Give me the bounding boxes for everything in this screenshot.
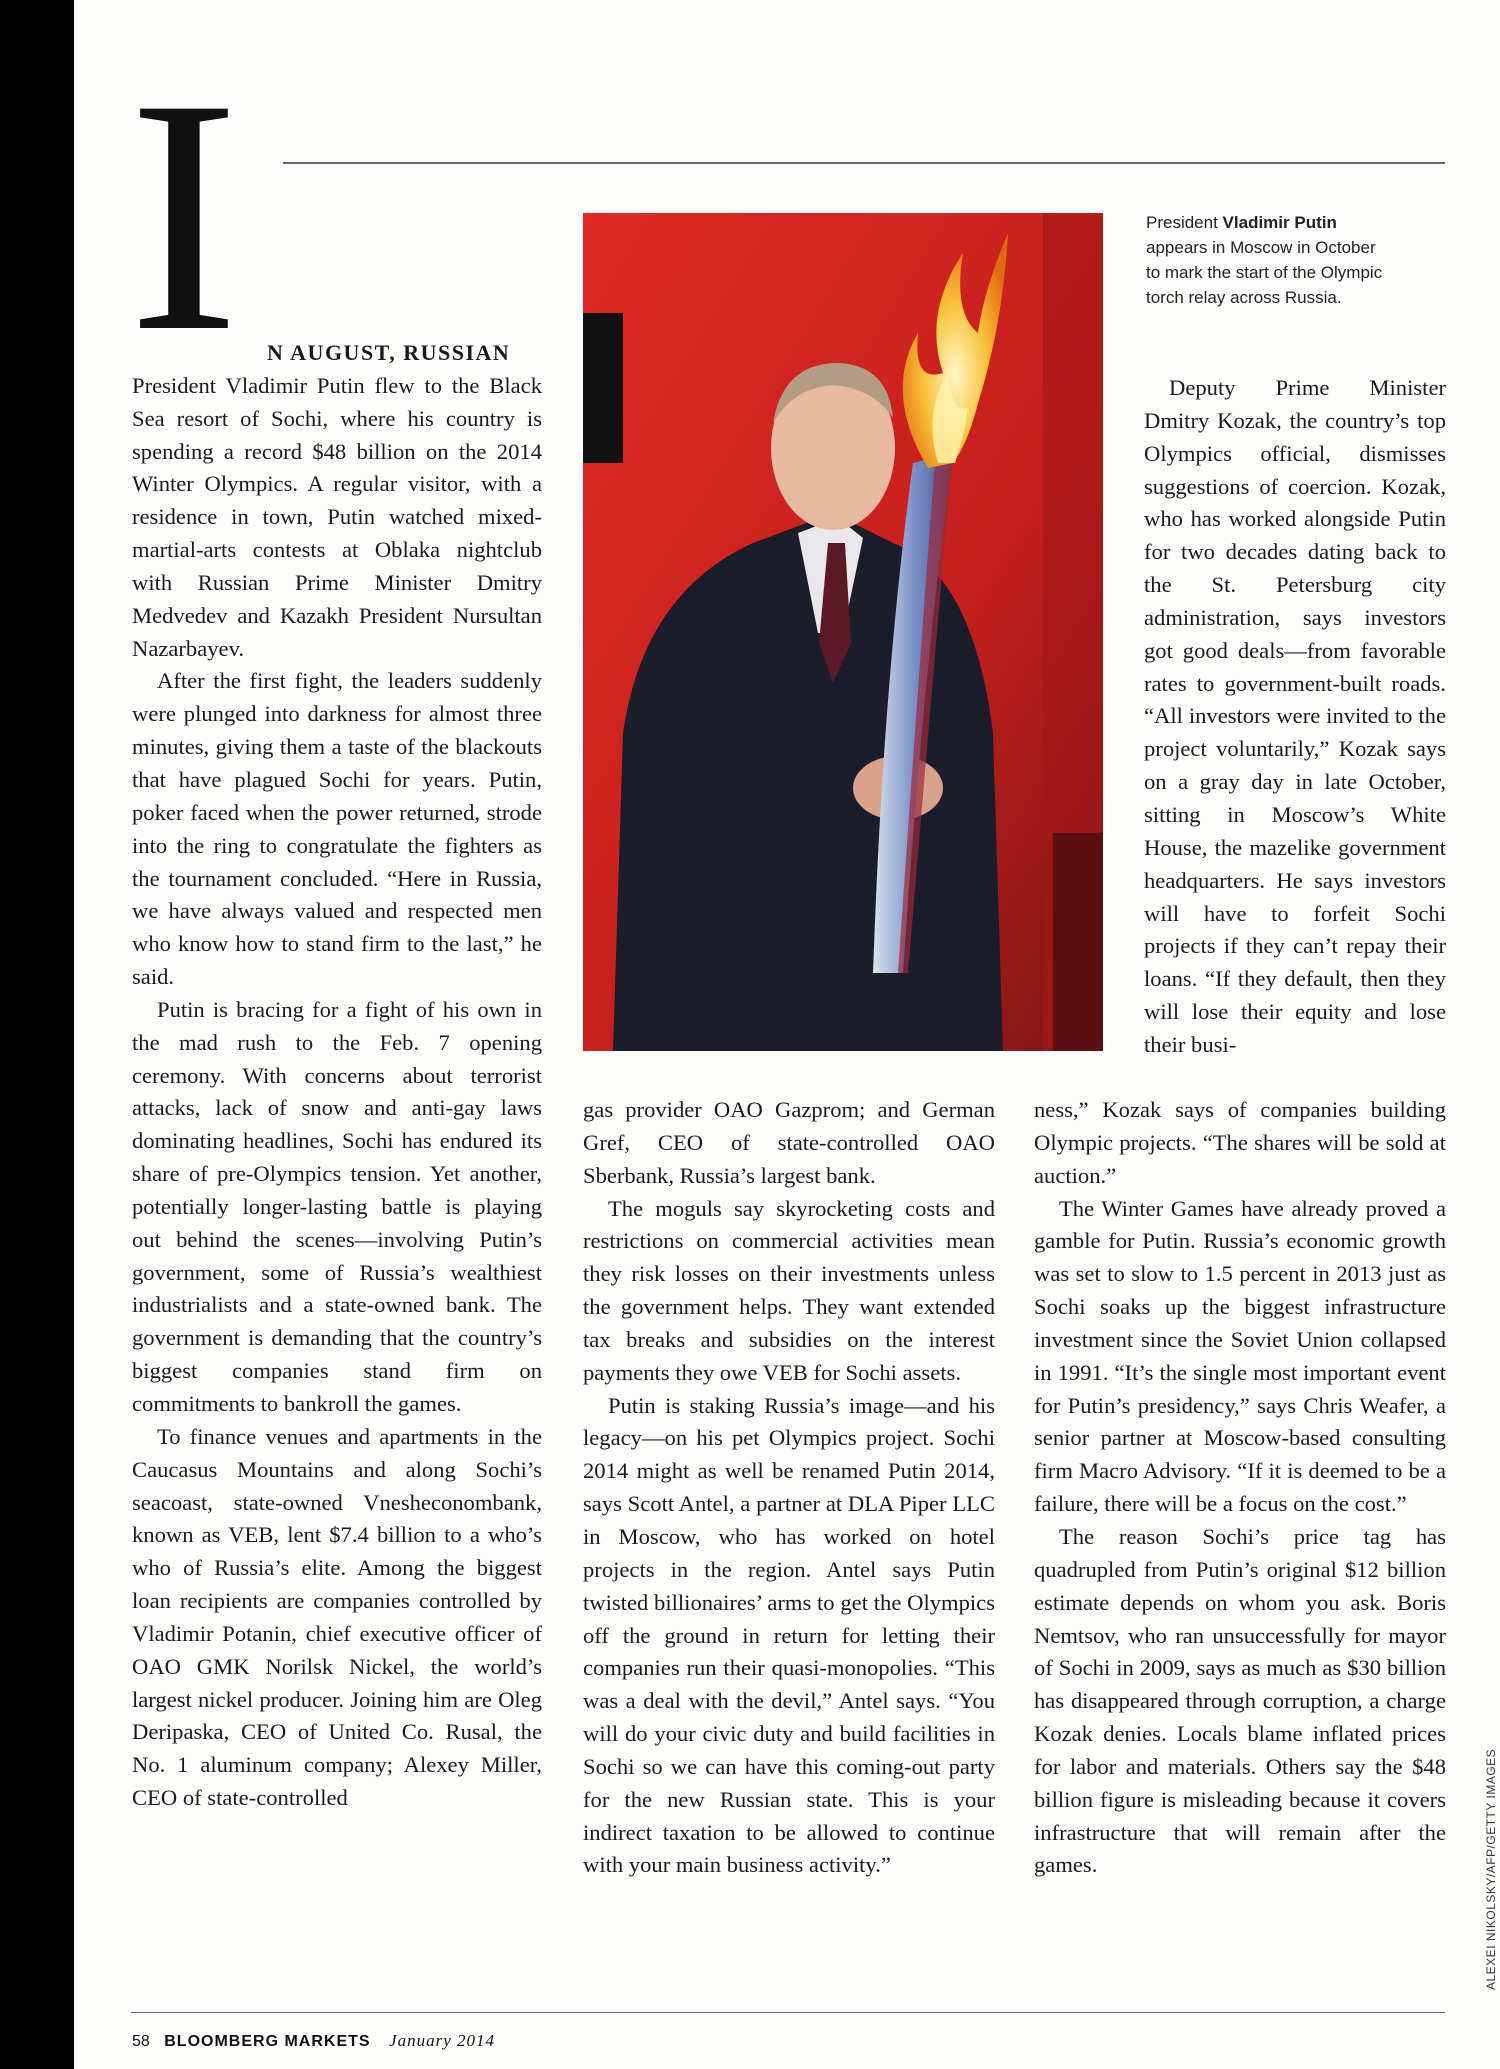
photo-credit: ALEXEI NIKOLSKY/AFP/GETTY IMAGES — [1484, 1748, 1498, 1990]
article-column-1 — [132, 337, 542, 1815]
article-column-3-bottom — [1034, 1094, 1446, 1882]
article-column-2 — [583, 1094, 995, 1882]
photo-caption: President Vladimir Putin appears in Moscow in October to mark the start of the Olympic torch relay across Russia. — [1146, 213, 1383, 307]
caption-name: Vladimir Putin — [1222, 213, 1337, 232]
paragraph: To finance venues and apartments in the Caucasus Mountains and along Sochi’s seacoast, state-owned Vnesheconombank, known as VEB, lent $7.4 billion to a who’s who of Russia’s elite. Among the biggest loan recipients are companies controlled by Vladimir Potanin, chief executive officer of OAO GMK Norilsk Nickel, the world’s largest nickel producer. Joining him are Oleg Deripaska, CEO of United Co. Rusal, the No. 1 aluminum company; Alexey Miller, CEO of state-controlled — [132, 1423, 542, 1811]
article-column-3-top — [1144, 372, 1446, 1062]
paragraph: After the first fight, the leaders suddenly were plunged into darkness for almost three minutes, giving them a taste of the blackouts that have plagued Sochi for years. Putin, poker faced when the power returned, strode into the ring to congratulate the fighters as the tournament concluded. “Here in Russia, we have always valued and respected men who know how to stand firm to the last,” he said. — [132, 668, 542, 990]
paragraph: Putin is staking Russia’s image—and his legacy—on his pet Olympics project. Sochi 2014 might as well be renamed Putin 2014, says Scott Antel, a partner at DLA Piper LLC in Moscow, who has worked on hotel projects in the region. Antel says Putin twisted billionaires’ arms to get the Olympics off the ground in return for letting their companies run their quasi-monopolies. “This was a deal with the devil,” Antel says. “You will do your civic duty and build facilities in Sochi so we can have this coming-out party for the new Russian state. This is your indirect taxation to be allowed to continue with your main business activity.” — [583, 1392, 995, 1878]
putin-torch-photo — [583, 213, 1103, 1051]
page-spine-bar — [0, 0, 74, 2069]
paragraph: Putin is bracing for a fight of his own in the mad rush to the Feb. 7 opening ceremony. With concerns about terrorist attacks, lack of snow and anti-gay laws dominating headlines, Sochi has endured its share of pre-Olympics tension. Yet another, potentially longer-lasting battle is playing out behind the scenes—involving Putin’s government, some of Russia’s wealthiest industrialists and a state-owned bank. The government is demanding that the country’s biggest companies stand firm on commitments to bankroll the games. — [132, 996, 542, 1416]
paragraph: gas provider OAO Gazprom; and German Gref, CEO of state-controlled OAO Sberbank, Russia’s largest bank. — [583, 1097, 995, 1188]
top-rule — [283, 162, 1445, 164]
issue-date: January 2014 — [389, 2031, 495, 2050]
paragraph: Deputy Prime Minister Dmitry Kozak, the country’s top Olympics official, dismisses suggestions of coercion. Kozak, who has worked alongside Putin for two decades dating back to the St. Petersburg city administration, says investors got good deals—from favorable rates to government-built roads. “All investors were invited to the project voluntarily,” Kozak says on a gray day in late October, sitting in Moscow’s White House, the mazelike government headquarters. He says investors will have to forfeit Sochi projects if they can’t repay their loans. “If they default, then they will lose their equity and lose their busi- — [1144, 375, 1446, 1057]
paragraph: The moguls say skyrocketing costs and restrictions on commercial activities mean they risk losses on their investments unless the government helps. They want extended tax breaks and subsidies on the interest payments they owe VEB for Sochi assets. — [583, 1195, 995, 1385]
lead-in: N AUGUST, RUSSIAN — [267, 340, 511, 365]
publication-name: BLOOMBERG MARKETS — [164, 2033, 371, 2050]
page-number: 58 — [132, 2033, 150, 2050]
paragraph: The reason Sochi’s price tag has quadrupled from Putin’s original $12 billion estimate depends on whom you ask. Boris Nemtsov, who ran unsuccessfully for mayor of Sochi in 2009, says as much as $30 billion has disappeared through corruption, a charge Kozak denies. Locals blame inflated prices for labor and materials. Others say the $48 billion figure is misleading because it covers infrastructure that will remain after the games. — [1034, 1523, 1446, 1878]
paragraph: N AUGUST, RUSSIAN President Vladimir Putin flew to the Black Sea resort of Sochi, where his country is spending a record $48 billion on the 2014 Winter Olympics. A regular visitor, with a residence in town, Putin watched mixed-martial-arts contests at Oblaka nightclub with Russian Prime Minister Dmitry Medvedev and Kazakh President Nursultan Nazarbayev. — [132, 337, 542, 665]
bottom-rule — [131, 2012, 1445, 2013]
page-footer — [132, 2031, 495, 2051]
paragraph: ness,” Kozak says of companies building Olympic projects. “The shares will be sold at auction.” — [1034, 1097, 1446, 1188]
drop-cap: I — [128, 30, 240, 401]
paragraph: The Winter Games have already proved a gamble for Putin. Russia’s economic growth was set to slow to 1.5 percent in 2013 just as Sochi soaks up the biggest infrastructure investment since the Soviet Union collapsed in 1991. “It’s the single most important event for Putin’s presidency,” says Chris Weafer, a senior partner at Moscow-based consulting firm Macro Advisory. “If it is deemed to be a failure, there will be a focus on the cost.” — [1034, 1195, 1446, 1517]
